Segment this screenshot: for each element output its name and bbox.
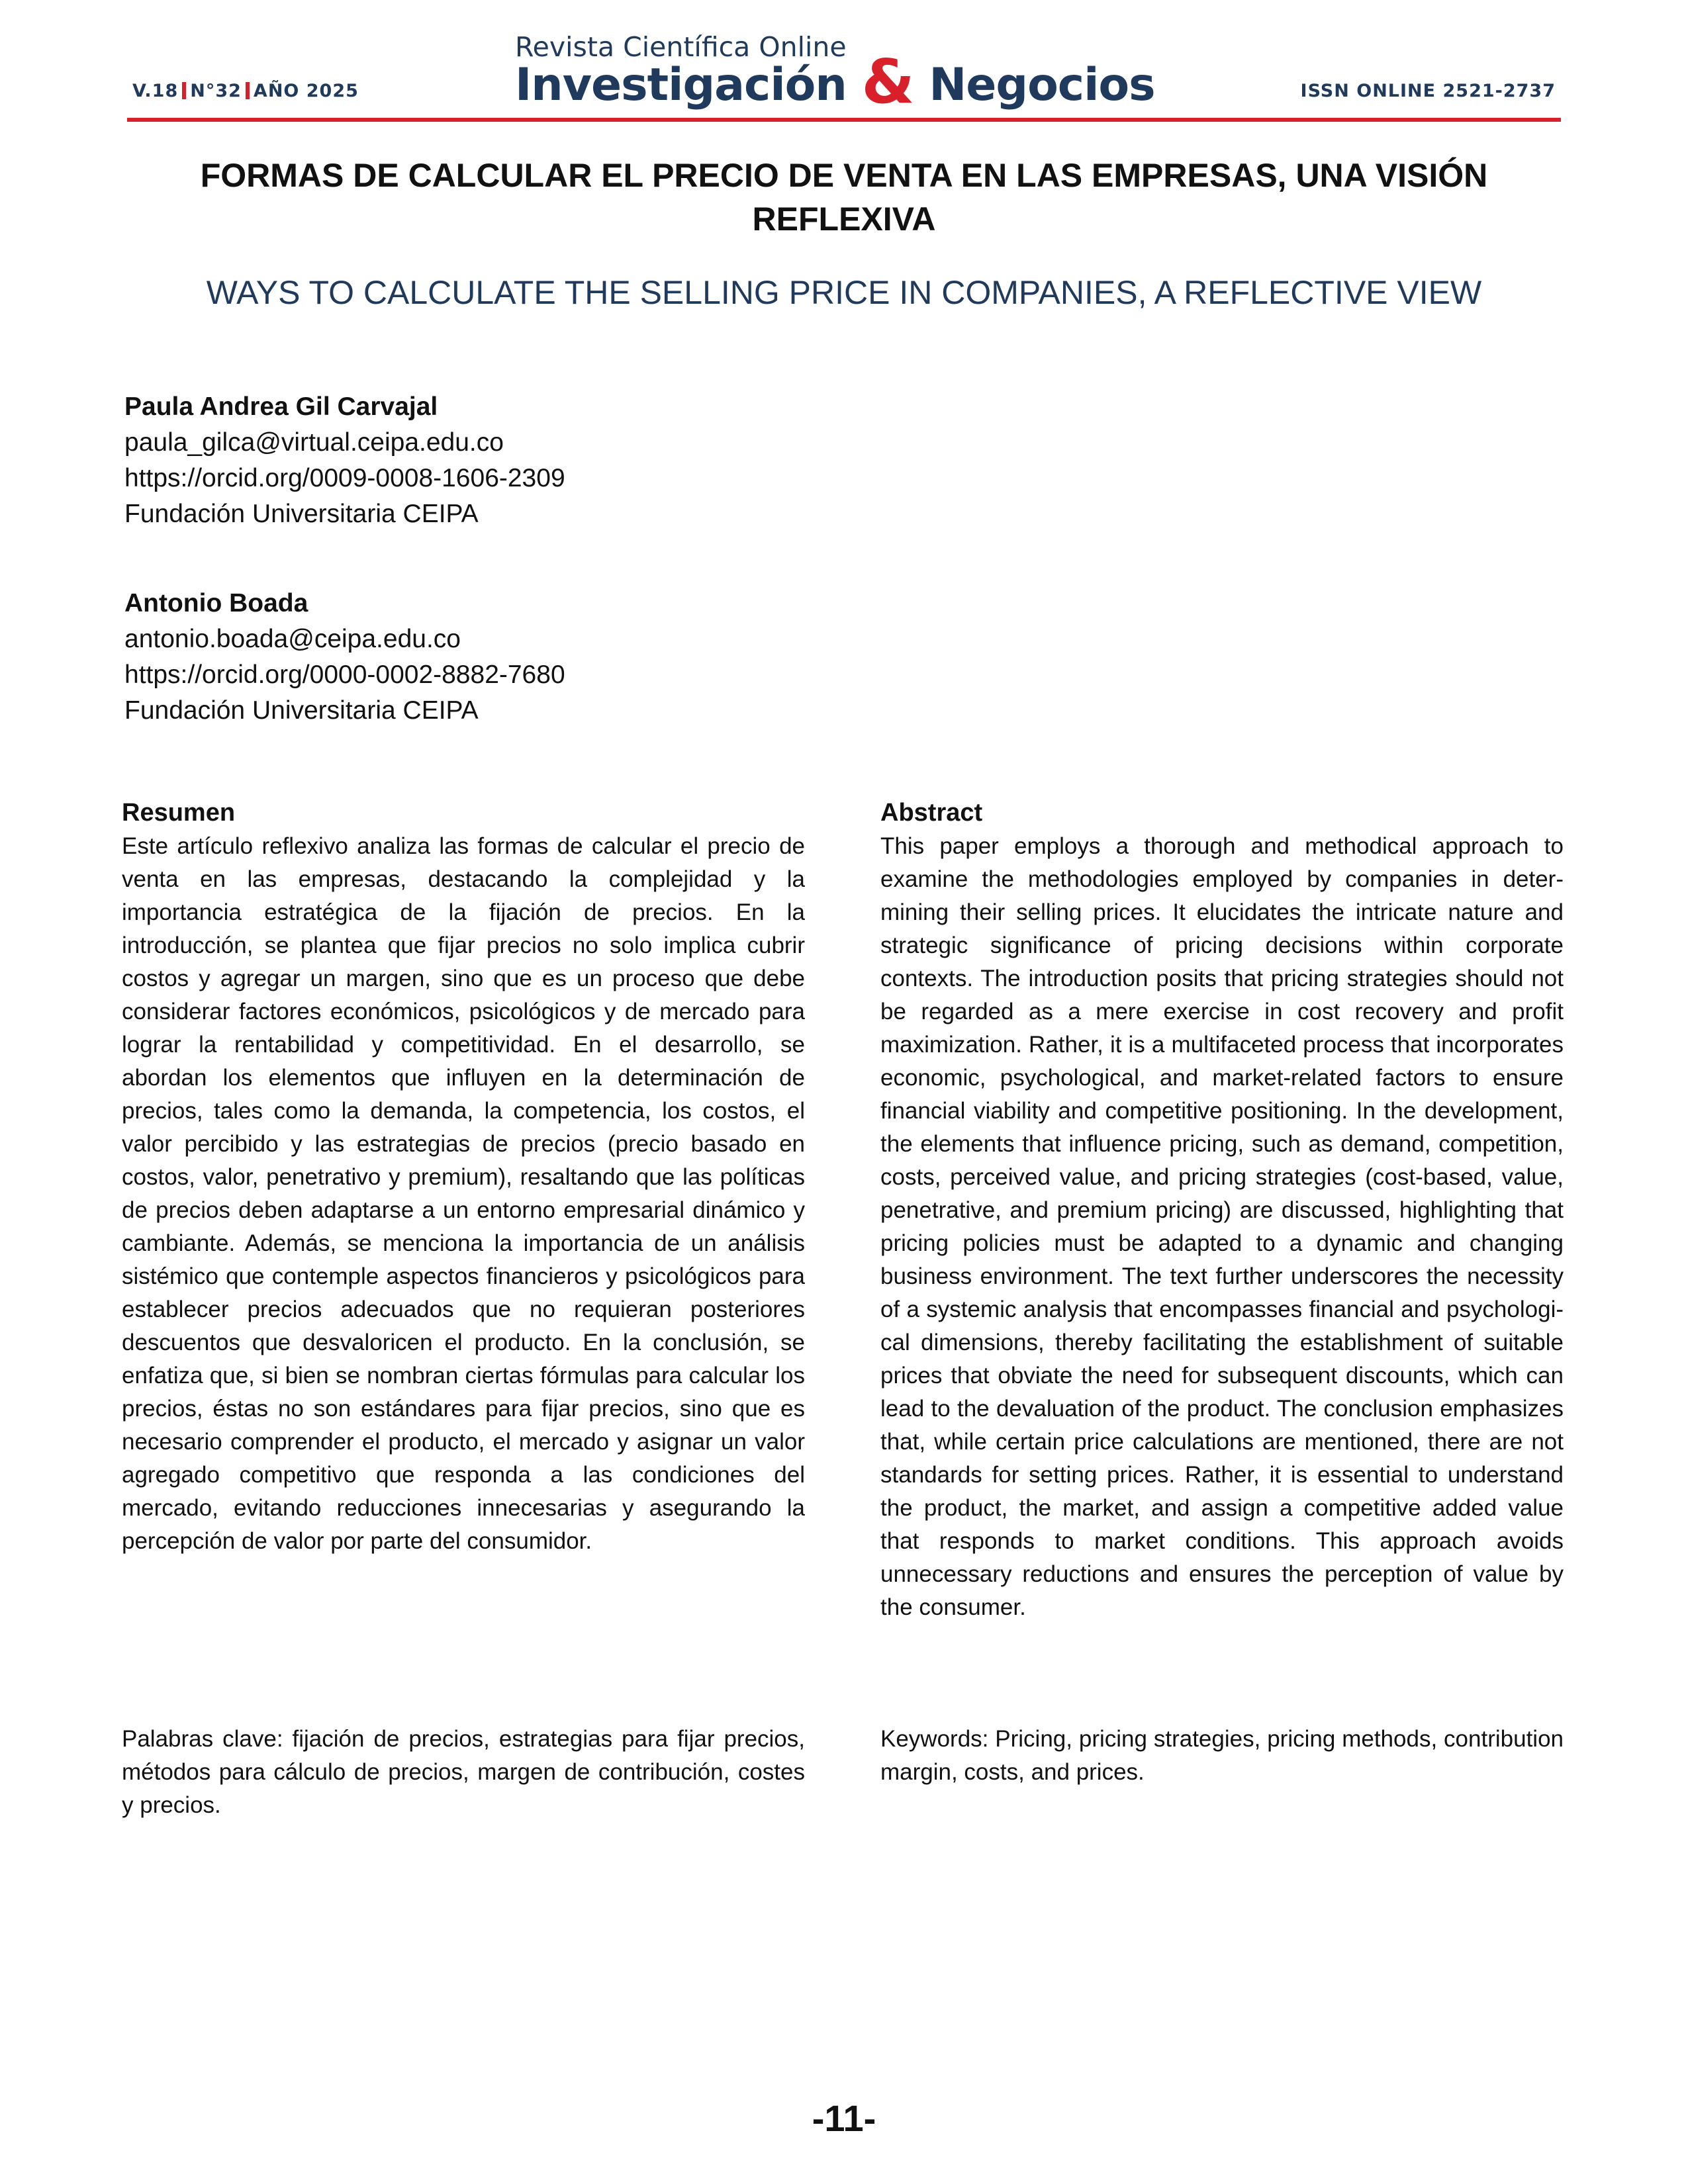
year-label: AÑO 2025 — [253, 81, 359, 101]
ampersand-logo: & — [861, 46, 914, 117]
paper-title: FORMAS DE CALCULAR EL PRECIO DE VENTA EN LAS EMPRESAS, UNA VISIÓN REFLEXIVA — [200, 157, 1488, 238]
page-number: -11- — [812, 2097, 876, 2139]
resumen-heading: Resumen — [122, 799, 236, 827]
resumen-section — [122, 796, 805, 1558]
volume-label: V.18 — [132, 81, 179, 101]
author-name: Antonio Boada — [124, 589, 308, 617]
author-affiliation: Fundación Universitaria CEIPA — [124, 500, 479, 528]
divider-bar — [246, 82, 250, 99]
author-block — [124, 389, 1051, 532]
author-orcid[interactable]: https://orcid.org/0009-0008-1606-2309 — [124, 464, 565, 492]
palabras-clave: Palabras clave: fijación de precios, estrategias para fijar precios, métodos para cálculo de precios, margen de contribución, costes y precios. — [122, 1726, 805, 1818]
issue-info — [132, 81, 359, 101]
journal-subtitle: Revista Científica Online — [515, 31, 847, 63]
keywords: Keywords: Pricing, pricing strategies, pricing methods, contribution margin, costs, and prices. — [880, 1726, 1564, 1785]
number-label: N°32 — [190, 81, 242, 101]
author-affiliation: Fundación Universitaria CEIPA — [124, 696, 479, 725]
header-rule — [127, 118, 1561, 122]
author-orcid[interactable]: https://orcid.org/0000-0002-8882-7680 — [124, 660, 565, 689]
paper-subtitle-english: WAYS TO CALCULATE THE SELLING PRICE IN COMPANIES, A REFLECTIVE VIEW — [206, 274, 1482, 311]
author-email[interactable]: antonio.boada@ceipa.edu.co — [124, 625, 461, 653]
author-email[interactable]: paula_gilca@virtual.ceipa.edu.co — [124, 428, 504, 457]
journal-logo — [515, 31, 1155, 117]
author-name: Paula Andrea Gil Carvajal — [124, 392, 438, 421]
resumen-body: Este artículo reflexivo analiza las formas de calcular el precio de venta en las empresas, destacando la complejidad y la importancia estratégica de la fijación de precios. En la introducción, se plantea que fijar precios no solo implica cubrir costos y agregar un margen, sino que es un proceso que debe considerar factores económicos, psicológicos y de mercado para lograr la rentabilidad y competitividad. En el desarrollo, se abordan los elementos que influyen en la determinación de precios, tales como la demanda, la competencia, los costos, el valor percibido y las estrategias de precios (precio basado en costos, valor, penetrativo y premium), resaltando que las políticas de precios deben adaptarse a un entorno empresarial dinámico y cambiante. Además, se menciona la importancia de un análisis sistémico que contemple aspectos financieros y psicológicos para establecer precios adecuados que no requieran posteriores descuentos que desvaloricen el producto. En la conclusión, se enfatiza que, si bien se nombran ciertas fórmulas para calcular los precios, éstas no son estándares para fijar precios, sino que es necesario comprender el producto, el mercado y asignar un valor agregado competitivo que responda a las condiciones del mercado, evitando reducciones innecesarias y asegurando la percepción de valor por parte del consumidor. — [122, 833, 805, 1554]
issn-label: ISSN ONLINE 2521-2737 — [1300, 81, 1556, 101]
abstract-body: This paper employs a thorough and methodical approach to examine the methodologies employed by companies in determining their selling prices. It elucidates the intricate nature and strategic significance of pricing decisions within corporate contexts. The introduction posits that pricing strategies should not be regarded as a mere exercise in cost recovery and profit maximization. Rather, it is a multifaceted process that incorporates economic, psychological, and market-related factors to ensure financial viability and competitive positioning. In the development, the elements that influence pricing, such as demand, competition, costs, perceived value, and pricing strategies (cost-based, value, penetrative, and premium pricing) are discussed, highlighting that pricing policies must be adapted to a dynamic and changing business environment. The text further underscores the necessity of a systemic analysis that encompasses financial and psychological dimensions, thereby facilitating the establishment of suitable prices that obviate the need for subsequent discounts, which can lead to the devaluation of the product. The conclusion emphasizes that, while certain price calculations are mentioned, there are not standards for setting prices. Rather, it is essential to understand the product, the market, and assign a competitive added value that responds to market conditions. This approach avoids unnecessary reductions and ensures the perception of value by the consumer. — [880, 833, 1564, 1620]
journal-name-word1: Investigación — [515, 59, 847, 111]
journal-name-word2: Negocios — [929, 59, 1155, 111]
abstract-heading: Abstract — [880, 799, 983, 827]
author-block — [124, 586, 1051, 729]
divider-bar — [182, 82, 186, 99]
abstract-section — [880, 796, 1564, 1624]
